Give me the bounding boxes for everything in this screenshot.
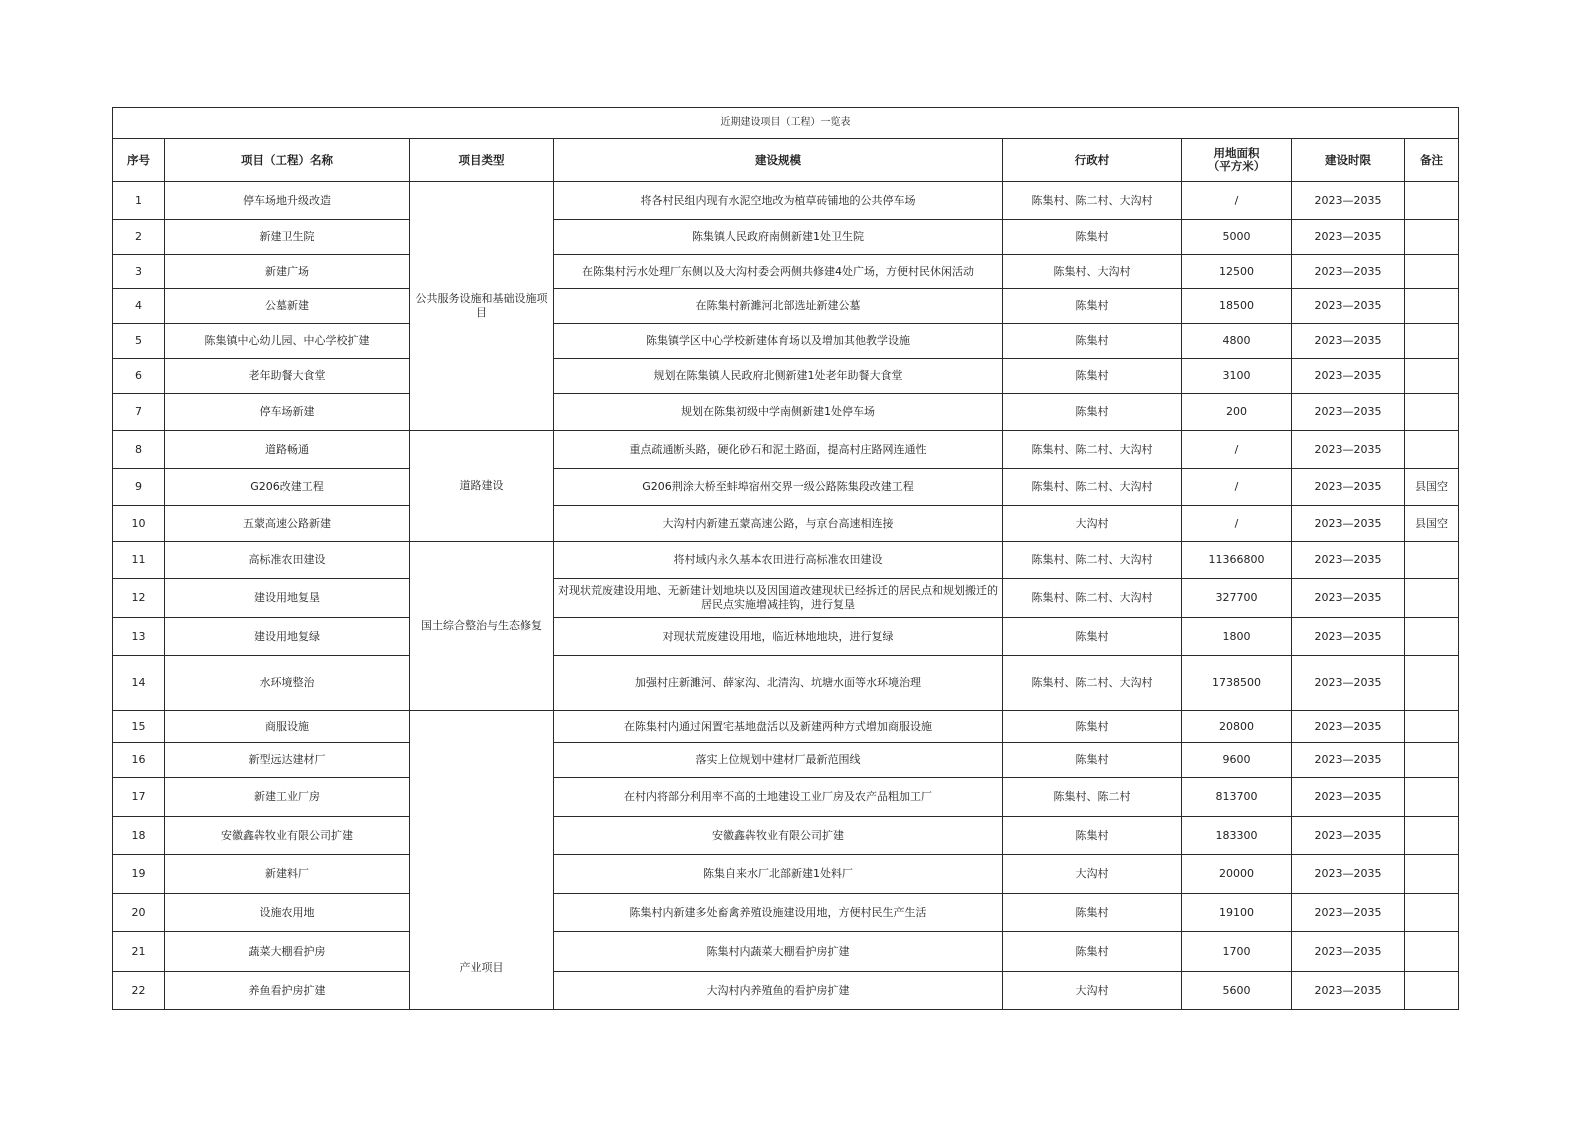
cell-area: 1738500	[1182, 656, 1292, 711]
cell-note: 县国空	[1405, 469, 1459, 506]
cell-note	[1405, 656, 1459, 711]
cell-area: /	[1182, 431, 1292, 469]
cell-seq: 15	[113, 711, 165, 743]
cell-area: 1800	[1182, 618, 1292, 656]
cell-scale: 对现状荒废建设用地、无新建计划地块以及因国道改建现状已经拆迁的居民点和规划搬迁的居民点实施增减挂钩，进行复垦	[554, 579, 1003, 618]
cell-seq: 3	[113, 255, 165, 289]
cell-scale: 重点疏通断头路，硬化砂石和泥土路面，提高村庄路网连通性	[554, 431, 1003, 469]
cell-seq: 17	[113, 778, 165, 817]
cell-note	[1405, 359, 1459, 394]
cell-period: 2023—2035	[1292, 972, 1405, 1010]
cell-seq: 16	[113, 743, 165, 778]
cell-type-group: 产业项目	[410, 711, 554, 1010]
cell-seq: 7	[113, 394, 165, 431]
table-row	[113, 394, 1459, 431]
table-row	[113, 469, 1459, 506]
table-row	[113, 255, 1459, 289]
cell-area: 18500	[1182, 289, 1292, 324]
cell-name: 高标准农田建设	[165, 542, 410, 579]
cell-area: 3100	[1182, 359, 1292, 394]
cell-scale: 对现状荒废建设用地，临近林地地块，进行复绿	[554, 618, 1003, 656]
cell-scale: 在陈集村污水处理厂东侧以及大沟村委会两侧共修建4处广场，方便村民休闲活动	[554, 255, 1003, 289]
header-scale: 建设规模	[554, 139, 1003, 182]
cell-seq: 14	[113, 656, 165, 711]
cell-note	[1405, 743, 1459, 778]
header-area: 用地面积 （平方米）	[1182, 139, 1292, 182]
cell-period: 2023—2035	[1292, 255, 1405, 289]
table-row	[113, 972, 1459, 1010]
cell-area: 200	[1182, 394, 1292, 431]
cell-village: 陈集村	[1003, 394, 1182, 431]
cell-period: 2023—2035	[1292, 932, 1405, 972]
cell-note	[1405, 618, 1459, 656]
cell-village: 大沟村	[1003, 972, 1182, 1010]
cell-area: 5600	[1182, 972, 1292, 1010]
cell-seq: 1	[113, 182, 165, 220]
cell-name: G206改建工程	[165, 469, 410, 506]
cell-name: 建设用地复垦	[165, 579, 410, 618]
cell-name: 停车场新建	[165, 394, 410, 431]
cell-period: 2023—2035	[1292, 469, 1405, 506]
cell-name: 新建料厂	[165, 855, 410, 894]
cell-area: /	[1182, 506, 1292, 542]
cell-seq: 11	[113, 542, 165, 579]
header-seq: 序号	[113, 139, 165, 182]
cell-type-group: 国土综合整治与生态修复	[410, 542, 554, 711]
cell-village: 陈集村	[1003, 618, 1182, 656]
cell-scale: 大沟村内新建五蒙高速公路，与京台高速相连接	[554, 506, 1003, 542]
cell-seq: 20	[113, 894, 165, 932]
cell-period: 2023—2035	[1292, 711, 1405, 743]
cell-period: 2023—2035	[1292, 817, 1405, 855]
cell-village: 陈集村	[1003, 932, 1182, 972]
cell-area: 19100	[1182, 894, 1292, 932]
cell-period: 2023—2035	[1292, 324, 1405, 359]
cell-seq: 22	[113, 972, 165, 1010]
table-row	[113, 324, 1459, 359]
cell-note	[1405, 778, 1459, 817]
cell-name: 商服设施	[165, 711, 410, 743]
cell-area: 183300	[1182, 817, 1292, 855]
cell-area: 20000	[1182, 855, 1292, 894]
cell-scale: G206荆涂大桥至蚌埠宿州交界一级公路陈集段改建工程	[554, 469, 1003, 506]
cell-name: 新建工业厂房	[165, 778, 410, 817]
cell-note	[1405, 289, 1459, 324]
table-header-row	[113, 139, 1459, 182]
header-type: 项目类型	[410, 139, 554, 182]
cell-period: 2023—2035	[1292, 656, 1405, 711]
cell-note: 县国空	[1405, 506, 1459, 542]
cell-area: 5000	[1182, 220, 1292, 255]
cell-seq: 9	[113, 469, 165, 506]
cell-note	[1405, 894, 1459, 932]
cell-name: 五蒙高速公路新建	[165, 506, 410, 542]
cell-period: 2023—2035	[1292, 542, 1405, 579]
cell-scale: 陈集镇人民政府南侧新建1处卫生院	[554, 220, 1003, 255]
cell-period: 2023—2035	[1292, 431, 1405, 469]
cell-seq: 2	[113, 220, 165, 255]
table-row	[113, 743, 1459, 778]
cell-scale: 将村域内永久基本农田进行高标准农田建设	[554, 542, 1003, 579]
table-row	[113, 894, 1459, 932]
cell-seq: 4	[113, 289, 165, 324]
cell-note	[1405, 394, 1459, 431]
cell-name: 养鱼看护房扩建	[165, 972, 410, 1010]
cell-village: 陈集村	[1003, 220, 1182, 255]
cell-scale: 规划在陈集镇人民政府北侧新建1处老年助餐大食堂	[554, 359, 1003, 394]
cell-note	[1405, 431, 1459, 469]
cell-village: 陈集村、大沟村	[1003, 255, 1182, 289]
cell-note	[1405, 220, 1459, 255]
cell-village: 陈集村、陈二村、大沟村	[1003, 579, 1182, 618]
cell-village: 大沟村	[1003, 855, 1182, 894]
cell-seq: 18	[113, 817, 165, 855]
cell-village: 陈集村、陈二村、大沟村	[1003, 431, 1182, 469]
cell-scale: 在陈集村内通过闲置宅基地盘活以及新建两种方式增加商服设施	[554, 711, 1003, 743]
cell-note	[1405, 711, 1459, 743]
cell-name: 蔬菜大棚看护房	[165, 932, 410, 972]
cell-name: 公墓新建	[165, 289, 410, 324]
cell-scale: 陈集村内蔬菜大棚看护房扩建	[554, 932, 1003, 972]
cell-area: /	[1182, 469, 1292, 506]
cell-scale: 在村内将部分利用率不高的土地建设工业厂房及农产品粗加工厂	[554, 778, 1003, 817]
cell-scale: 加强村庄新濉河、薛家沟、北清沟、坑塘水面等水环境治理	[554, 656, 1003, 711]
table-row	[113, 579, 1459, 618]
header-note: 备注	[1405, 139, 1459, 182]
cell-name: 新建卫生院	[165, 220, 410, 255]
cell-name: 设施农用地	[165, 894, 410, 932]
cell-note	[1405, 579, 1459, 618]
cell-note	[1405, 932, 1459, 972]
cell-village: 陈集村、陈二村、大沟村	[1003, 182, 1182, 220]
cell-village: 陈集村	[1003, 711, 1182, 743]
table-row	[113, 220, 1459, 255]
cell-area: 20800	[1182, 711, 1292, 743]
cell-type-group: 公共服务设施和基础设施项目	[410, 182, 554, 431]
cell-period: 2023—2035	[1292, 618, 1405, 656]
cell-area: 813700	[1182, 778, 1292, 817]
cell-period: 2023—2035	[1292, 289, 1405, 324]
cell-scale: 将各村民组内现有水泥空地改为植草砖铺地的公共停车场	[554, 182, 1003, 220]
cell-scale: 大沟村内养殖鱼的看护房扩建	[554, 972, 1003, 1010]
table-row	[113, 817, 1459, 855]
cell-name: 新建广场	[165, 255, 410, 289]
cell-area: 1700	[1182, 932, 1292, 972]
cell-name: 建设用地复绿	[165, 618, 410, 656]
table-row	[113, 506, 1459, 542]
cell-period: 2023—2035	[1292, 855, 1405, 894]
table-row	[113, 855, 1459, 894]
header-period: 建设时限	[1292, 139, 1405, 182]
cell-village: 大沟村	[1003, 506, 1182, 542]
cell-note	[1405, 324, 1459, 359]
cell-name: 安徽鑫犇牧业有限公司扩建	[165, 817, 410, 855]
table-title: 近期建设项目（工程）一览表	[113, 108, 1459, 139]
table-row	[113, 618, 1459, 656]
cell-scale: 落实上位规划中建材厂最新范围线	[554, 743, 1003, 778]
table-row	[113, 711, 1459, 743]
cell-village: 陈集村	[1003, 359, 1182, 394]
table-row	[113, 542, 1459, 579]
table-title-row	[113, 108, 1459, 139]
header-village: 行政村	[1003, 139, 1182, 182]
cell-period: 2023—2035	[1292, 220, 1405, 255]
cell-period: 2023—2035	[1292, 359, 1405, 394]
cell-scale: 陈集村内新建多处畜禽养殖设施建设用地，方便村民生产生活	[554, 894, 1003, 932]
cell-village: 陈集村	[1003, 894, 1182, 932]
cell-seq: 5	[113, 324, 165, 359]
table-row	[113, 932, 1459, 972]
cell-scale: 在陈集村新濉河北部选址新建公墓	[554, 289, 1003, 324]
cell-scale: 陈集镇学区中心学校新建体育场以及增加其他教学设施	[554, 324, 1003, 359]
cell-note	[1405, 542, 1459, 579]
cell-note	[1405, 972, 1459, 1010]
cell-village: 陈集村、陈二村	[1003, 778, 1182, 817]
cell-scale: 规划在陈集初级中学南侧新建1处停车场	[554, 394, 1003, 431]
cell-type-group: 道路建设	[410, 431, 554, 542]
cell-period: 2023—2035	[1292, 894, 1405, 932]
cell-name: 道路畅通	[165, 431, 410, 469]
cell-seq: 8	[113, 431, 165, 469]
cell-seq: 12	[113, 579, 165, 618]
cell-village: 陈集村	[1003, 289, 1182, 324]
cell-area: /	[1182, 182, 1292, 220]
table-row	[113, 778, 1459, 817]
cell-seq: 6	[113, 359, 165, 394]
cell-area: 9600	[1182, 743, 1292, 778]
cell-seq: 10	[113, 506, 165, 542]
cell-seq: 19	[113, 855, 165, 894]
cell-scale: 安徽鑫犇牧业有限公司扩建	[554, 817, 1003, 855]
cell-village: 陈集村	[1003, 743, 1182, 778]
cell-name: 新型远达建材厂	[165, 743, 410, 778]
table-row	[113, 289, 1459, 324]
cell-area: 327700	[1182, 579, 1292, 618]
cell-area: 11366800	[1182, 542, 1292, 579]
cell-village: 陈集村	[1003, 817, 1182, 855]
cell-period: 2023—2035	[1292, 182, 1405, 220]
table-row	[113, 431, 1459, 469]
cell-area: 4800	[1182, 324, 1292, 359]
cell-note	[1405, 182, 1459, 220]
cell-village: 陈集村、陈二村、大沟村	[1003, 469, 1182, 506]
cell-name: 停车场地升级改造	[165, 182, 410, 220]
cell-note	[1405, 817, 1459, 855]
table-row	[113, 359, 1459, 394]
cell-period: 2023—2035	[1292, 778, 1405, 817]
cell-period: 2023—2035	[1292, 394, 1405, 431]
cell-note	[1405, 255, 1459, 289]
cell-seq: 21	[113, 932, 165, 972]
table-row	[113, 182, 1459, 220]
cell-name: 老年助餐大食堂	[165, 359, 410, 394]
table-row	[113, 656, 1459, 711]
cell-period: 2023—2035	[1292, 506, 1405, 542]
cell-note	[1405, 855, 1459, 894]
cell-area: 12500	[1182, 255, 1292, 289]
project-table	[112, 107, 1459, 1010]
cell-scale: 陈集自来水厂北部新建1处料厂	[554, 855, 1003, 894]
cell-period: 2023—2035	[1292, 579, 1405, 618]
cell-village: 陈集村	[1003, 324, 1182, 359]
cell-period: 2023—2035	[1292, 743, 1405, 778]
project-table-sheet	[112, 107, 1458, 1010]
cell-name: 陈集镇中心幼儿园、中心学校扩建	[165, 324, 410, 359]
header-name: 项目（工程）名称	[165, 139, 410, 182]
cell-village: 陈集村、陈二村、大沟村	[1003, 542, 1182, 579]
cell-seq: 13	[113, 618, 165, 656]
cell-name: 水环境整治	[165, 656, 410, 711]
cell-village: 陈集村、陈二村、大沟村	[1003, 656, 1182, 711]
